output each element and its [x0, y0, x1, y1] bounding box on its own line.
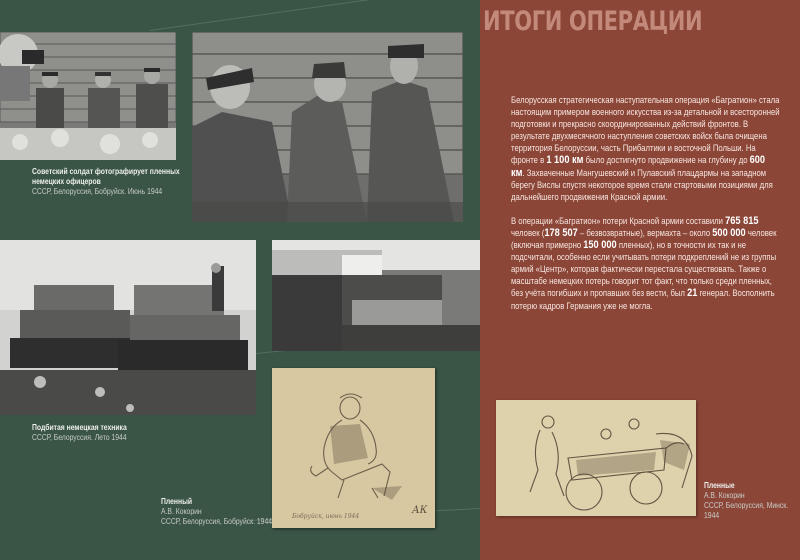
text-span: . Захваченные Мангушевский и Пулавский плацдармы на западном берегу Вислы спустя некоторое время стали стартовыми позициями для дальнейшего продвижения Красной армии. — [511, 167, 773, 202]
photo-image — [272, 240, 480, 351]
text-span: генерал. Восполнить потерю кадров Германия уже не могла. — [511, 288, 775, 311]
highlight-prisoners: 150 000 — [583, 239, 617, 252]
text-span: Белорусская стратегическая наступательная операция «Багратион» стала настоящим примером военного искусства из-за детальной и всесторонней подготовки и прекрасно скоординированных действий фронтов. В результате двухмесячного наступления советских войск была очищена территория Белоруссии, часть Прибалтики и восточной Польши. На фронте в — [511, 95, 780, 166]
page-title: ИТОГИ ОПЕРАЦИИ — [483, 6, 703, 37]
sketch-prisoners-cart — [496, 400, 696, 516]
text-span: человек ( — [511, 227, 545, 238]
sketch-image — [272, 368, 435, 528]
caption-title: Пленный — [161, 497, 193, 506]
caption-meta: СССР, Белоруссия, Минск. 1944 — [704, 501, 789, 520]
photo-three-officers — [192, 32, 463, 222]
caption-title: Подбитая немецкая техника — [32, 423, 127, 432]
text-span: было достигнуто продвижение на глубину до — [583, 155, 750, 166]
highlight-advance-depth: 600 км — [511, 154, 766, 179]
highlight-front-width: 1 100 км — [546, 154, 584, 167]
photo-photographer-officers — [0, 32, 176, 160]
svg-text:АК: АК — [412, 505, 428, 516]
caption-photographer-officers — [32, 167, 202, 197]
svg-text:Бобруйск, июнь 1944: Бобруйск, июнь 1944 — [292, 513, 360, 520]
highlight-irrecoverable-losses: 178 507 — [544, 226, 578, 239]
photo-image — [0, 240, 256, 415]
sketch-prisoner — [272, 368, 435, 528]
photo-destroyed-tanks — [0, 240, 256, 415]
text-span: – безвозвратные), вермахта – около — [577, 227, 713, 238]
caption-meta: СССР, Белоруссия. Лето 1944 — [32, 433, 127, 442]
caption-sketch-prisoner — [161, 497, 280, 527]
caption-destroyed-tanks — [32, 423, 202, 443]
paragraph-results — [511, 94, 780, 203]
photo-wrecked-tank — [272, 240, 480, 351]
highlight-generals: 21 — [687, 287, 698, 300]
text-span: пленных), но в точности их так и не подсчитали, особенно если учитывать потери подкреплений не из группы армий «Центр», которая фактически перестала существовать. Также о масштабе немецких потерь говорит тот факт, что только среди пленных, без учёта погибших и пропавших без вести, был — [511, 240, 777, 299]
photo-image — [0, 32, 176, 160]
paragraph-losses — [511, 215, 780, 312]
highlight-wehrmacht-losses: 500 000 — [712, 226, 746, 239]
text-span: В операции «Багратион» потери Красной армии составили — [511, 215, 726, 226]
caption-sketch-prisoners-cart — [704, 481, 798, 521]
caption-author: А.В. Кокорин — [161, 507, 202, 516]
caption-meta: СССР, Белоруссия, Бобруйск. Июнь 1944 — [32, 187, 163, 196]
caption-title: Пленные — [704, 481, 735, 490]
body-text — [511, 94, 780, 324]
sketch-image — [496, 400, 696, 516]
caption-meta: СССР, Белоруссия, Бобруйск. 1944 — [161, 517, 273, 526]
caption-title: Советский солдат фотографирует пленных немецких офицеров — [32, 167, 180, 186]
photo-image — [192, 32, 463, 222]
text-span: человек (включая примерно — [511, 227, 777, 251]
caption-author: А.В. Кокорин — [704, 491, 745, 500]
highlight-red-army-losses: 765 815 — [725, 214, 759, 227]
